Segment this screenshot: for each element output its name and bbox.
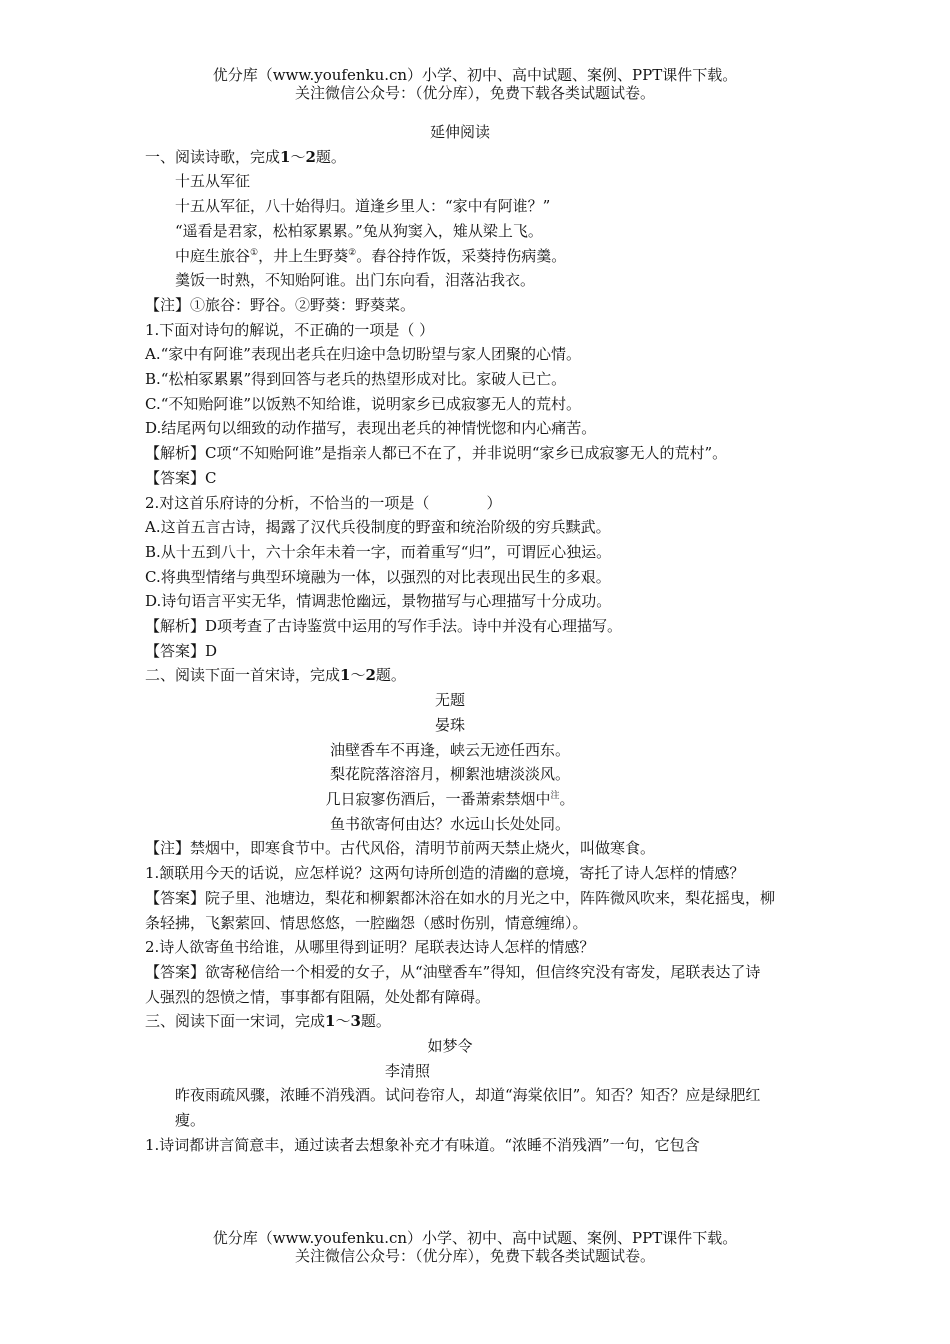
poem-2-note: 【注】禁烟中，即寒食节中。古代风俗，清明节前两天禁止烧火，叫做寒食。 — [145, 839, 656, 858]
poem-2-author: 晏珠 — [434, 715, 465, 734]
s2-question-2: 2.诗人欲寄鱼书给谁，从哪里得到证明？尾联表达诗人怎样的情感？ — [145, 938, 595, 957]
header-line-2: 关注微信公众号：（优分库），免费下载各类试题试卷。 — [294, 84, 655, 102]
page-header — [0, 66, 950, 102]
poem-3-title: 如梦令 — [427, 1037, 473, 1056]
section-1-heading: 一、阅读诗歌，完成1～2题。 — [145, 147, 346, 166]
section-2-heading: 二、阅读下面一首宋诗，完成1～2题。 — [145, 666, 406, 685]
poem-1-line-1: 十五从军征，八十始得归。道逢乡里人：“家中有阿谁？” — [175, 197, 551, 216]
s1-q1-option-d: D.结尾两句以细致的动作描写，表现出老兵的神情恍惚和内心痛苦。 — [145, 419, 597, 438]
page-footer — [0, 1229, 950, 1265]
s1-q2-option-c: C.将典型情绪与典型环境融为一体，以强烈的对比表现出民生的多艰。 — [145, 567, 611, 586]
poem-2-line-3: 几日寂寥伤酒后，一番萧索禁烟中$^注$。 — [325, 789, 575, 808]
s1-q1-option-b: B.“松柏冢累累”得到回答与老兵的热望形成对比。家破人已亡。 — [145, 370, 567, 389]
s2-question-1: 1.颔联用今天的话说，应怎样说？这两句诗所创造的清幽的意境，寄托了诗人怎样的情感？ — [145, 864, 745, 883]
s1-q1-answer: 【答案】C — [145, 468, 217, 487]
poem-1-title: 十五从军征 — [175, 172, 251, 191]
s1-q2-option-b: B.从十五到八十，六十余年未着一字，而着重写“归”，可谓匠心独运。 — [145, 542, 612, 561]
s1-q1-option-c: C.“不知贻阿谁”以饭熟不知给谁，说明家乡已成寂寥无人的荒村。 — [145, 394, 582, 413]
s1-q2-analysis: 【解析】D项考查了古诗鉴赏中运用的写作手法。诗中并没有心理描写。 — [145, 617, 623, 636]
section-3-heading: 三、阅读下面一宋词，完成1～3题。 — [145, 1012, 391, 1031]
s1-q2-option-a: A.这首五言古诗，揭露了汉代兵役制度的野蛮和统治阶级的穷兵黩武。 — [145, 518, 611, 537]
s3-question-1: 1.诗词都讲言简意丰，通过读者去想象补充才有味道。“浓睡不消残酒”一句，它包含 — [145, 1135, 700, 1154]
s2-q1-answer: 【答案】院子里、池塘边，梨花和柳絮都沐浴在如水的月光之中，阵阵微风吹来，梨花摇曳，柳条轻拂，飞絮萦回、情思悠悠，一腔幽怨（感时伤别，情意缠绵）。 — [145, 888, 776, 932]
s2-q2-answer: 【答案】欲寄秘信给一个相爱的女子，从“油壁香车”得知，但信终究没有寄发，尾联表达了诗人强烈的怨愤之情，事事都有阻隔，处处都有障碍。 — [145, 962, 761, 1006]
footer-line-2: 关注微信公众号：（优分库），免费下载各类试题试卷。 — [294, 1247, 655, 1265]
poem-3-body: 昨夜雨疏风骤，浓睡不消残酒。试问卷帘人，却道“海棠依旧”。知否？知否？应是绿肥红瘦。 — [175, 1086, 761, 1130]
s1-q2-option-d: D.诗句语言平实无华，情调悲怆幽远，景物描写与心理描写十分成功。 — [145, 592, 612, 611]
poem-2-line-2: 梨花院落溶溶月，柳絮池塘淡淡风。 — [329, 765, 570, 784]
document-body — [145, 120, 775, 1158]
poem-1-line-4: 羹饭一时熟，不知贻阿谁。出门东向看，泪落沾我衣。 — [175, 271, 536, 290]
s1-q1-option-a: A.“家中有阿谁”表现出老兵在归途中急切盼望与家人团聚的心情。 — [145, 345, 581, 364]
document-title: 延伸阅读 — [429, 123, 490, 141]
poem-2-title: 无题 — [434, 691, 465, 710]
poem-1-line-3: 中庭生旅谷①，井上生野葵②。舂谷持作饭，采葵持伤病羹。 — [175, 246, 567, 265]
poem-1-note: 【注】①旅谷：野谷。②野葵：野葵菜。 — [145, 295, 416, 314]
s1-question-2: 2.对这首乐府诗的分析，不恰当的一项是（ ） — [145, 493, 502, 512]
s1-q2-answer: 【答案】D — [145, 641, 218, 660]
s1-question-1: 1.下面对诗句的解说，不正确的一项是（ ） — [145, 320, 435, 339]
poem-2-line-1: 油壁香车不再逢，峡云无迹任西东。 — [329, 740, 570, 759]
footer-line-1: 优分库（www.youfenku.cn）小学、初中、高中试题、案例、PPT课件下载。 — [212, 1229, 738, 1247]
poem-1-line-2: “遥看是君家，松柏冢累累。”兔从狗窦入，雉从梁上飞。 — [175, 221, 543, 240]
poem-3-author: 李清照 — [385, 1061, 431, 1080]
header-line-1: 优分库（www.youfenku.cn）小学、初中、高中试题、案例、PPT课件下载。 — [212, 66, 738, 84]
poem-2-line-4: 鱼书欲寄何由达？水远山长处处同。 — [329, 814, 570, 833]
s1-q1-analysis: 【解析】C项“不知贻阿谁”是指亲人都已不在了，并非说明“家乡已成寂寥无人的荒村”。 — [145, 444, 728, 463]
